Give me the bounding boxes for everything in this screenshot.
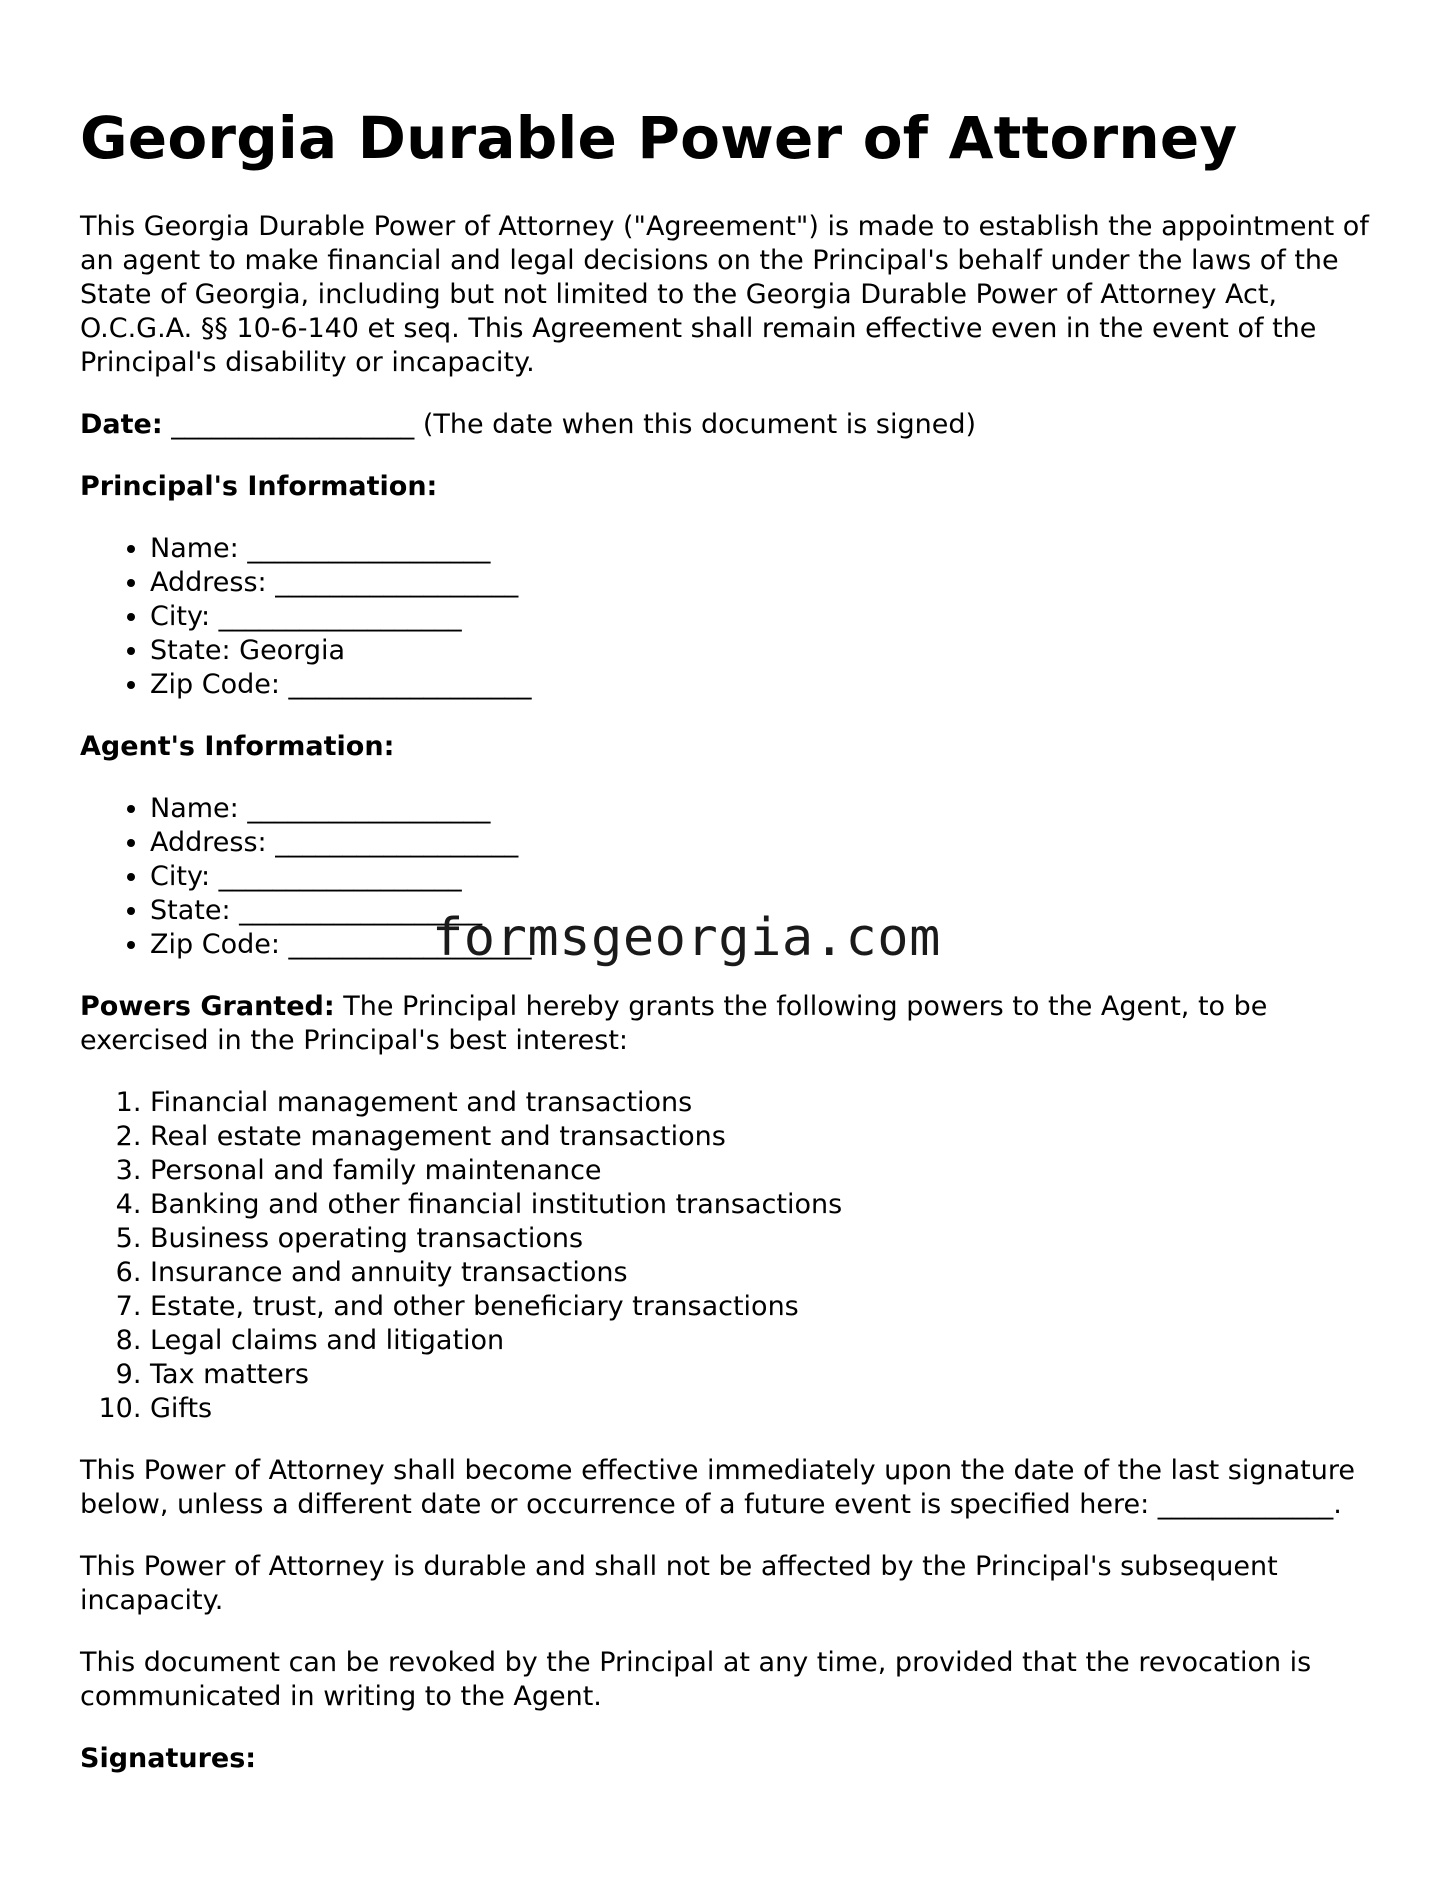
principal-heading: Principal's Information: xyxy=(80,471,438,502)
powers-granted-label: Powers Granted: xyxy=(80,991,335,1022)
document-title: Georgia Durable Power of Attorney xyxy=(80,104,1238,172)
agent-zip-item: • Zip Code: __________________ xyxy=(150,928,1380,962)
date-line xyxy=(80,408,1380,442)
effective-date-paragraph: This Power of Attorney shall become effective immediately upon the date of the last signature below, unless a different date or occurrence of a future event is specified here: _____________. xyxy=(80,1455,1355,1520)
agent-address-item: • Address: __________________ xyxy=(150,826,1380,860)
power-item: 6. Insurance and annuity transactions xyxy=(150,1256,1380,1290)
power-item: 8. Legal claims and litigation xyxy=(150,1324,1380,1358)
principal-state-item: • State: Georgia xyxy=(150,634,1380,668)
principal-city-item: • City: __________________ xyxy=(150,600,1380,634)
agent-heading: Agent's Information: xyxy=(80,731,395,762)
document-page xyxy=(80,0,1380,1776)
powers-granted-text: The Principal hereby grants the following powers to the Agent, to be exercised in the Principal's best interest: xyxy=(80,991,1268,1056)
power-item: 3. Personal and family maintenance xyxy=(150,1154,1380,1188)
date-field-text: __________________ (The date when this document is signed) xyxy=(162,409,977,440)
durable-paragraph: This Power of Attorney is durable and shall not be affected by the Principal's subsequent incapacity. xyxy=(80,1551,1278,1616)
principal-zip-item: • Zip Code: __________________ xyxy=(150,668,1380,702)
agent-state-item: • State: __________________ xyxy=(150,894,1380,928)
power-item: 4. Banking and other financial institution transactions xyxy=(150,1188,1380,1222)
principal-address-item: • Address: __________________ xyxy=(150,566,1380,600)
power-item: 9. Tax matters xyxy=(150,1358,1380,1392)
power-item: 5. Business operating transactions xyxy=(150,1222,1380,1256)
agent-name-item: • Name: __________________ xyxy=(150,792,1380,826)
principal-info-list xyxy=(80,532,1380,702)
intro-paragraph: This Georgia Durable Power of Attorney ("Agreement") is made to establish the appointment of an agent to make financial and legal decisions on the Principal's behalf under the laws of the State of Georgia, including but not limited to the Georgia Durable Power of Attorney Act, O.C.G.A. §§ 10-6-140 et seq. This Agreement shall remain effective even in the event of the Principal's disability or incapacity. xyxy=(80,211,1369,378)
date-label: Date: xyxy=(80,409,163,440)
revocation-paragraph: This document can be revoked by the Principal at any time, provided that the revocation is communicated in writing to the Agent. xyxy=(80,1647,1312,1712)
powers-list xyxy=(80,1086,1380,1426)
power-item: 1. Financial management and transactions xyxy=(150,1086,1380,1120)
agent-city-item: • City: __________________ xyxy=(150,860,1380,894)
principal-name-item: • Name: __________________ xyxy=(150,532,1380,566)
watermark-text: formsgeorgia.com xyxy=(432,908,941,968)
power-item: 7. Estate, trust, and other beneficiary transactions xyxy=(150,1290,1380,1324)
signatures-heading: Signatures: xyxy=(80,1743,257,1774)
power-item: 10. Gifts xyxy=(150,1392,1380,1426)
power-item: 2. Real estate management and transactions xyxy=(150,1120,1380,1154)
powers-granted-paragraph xyxy=(80,990,1380,1058)
